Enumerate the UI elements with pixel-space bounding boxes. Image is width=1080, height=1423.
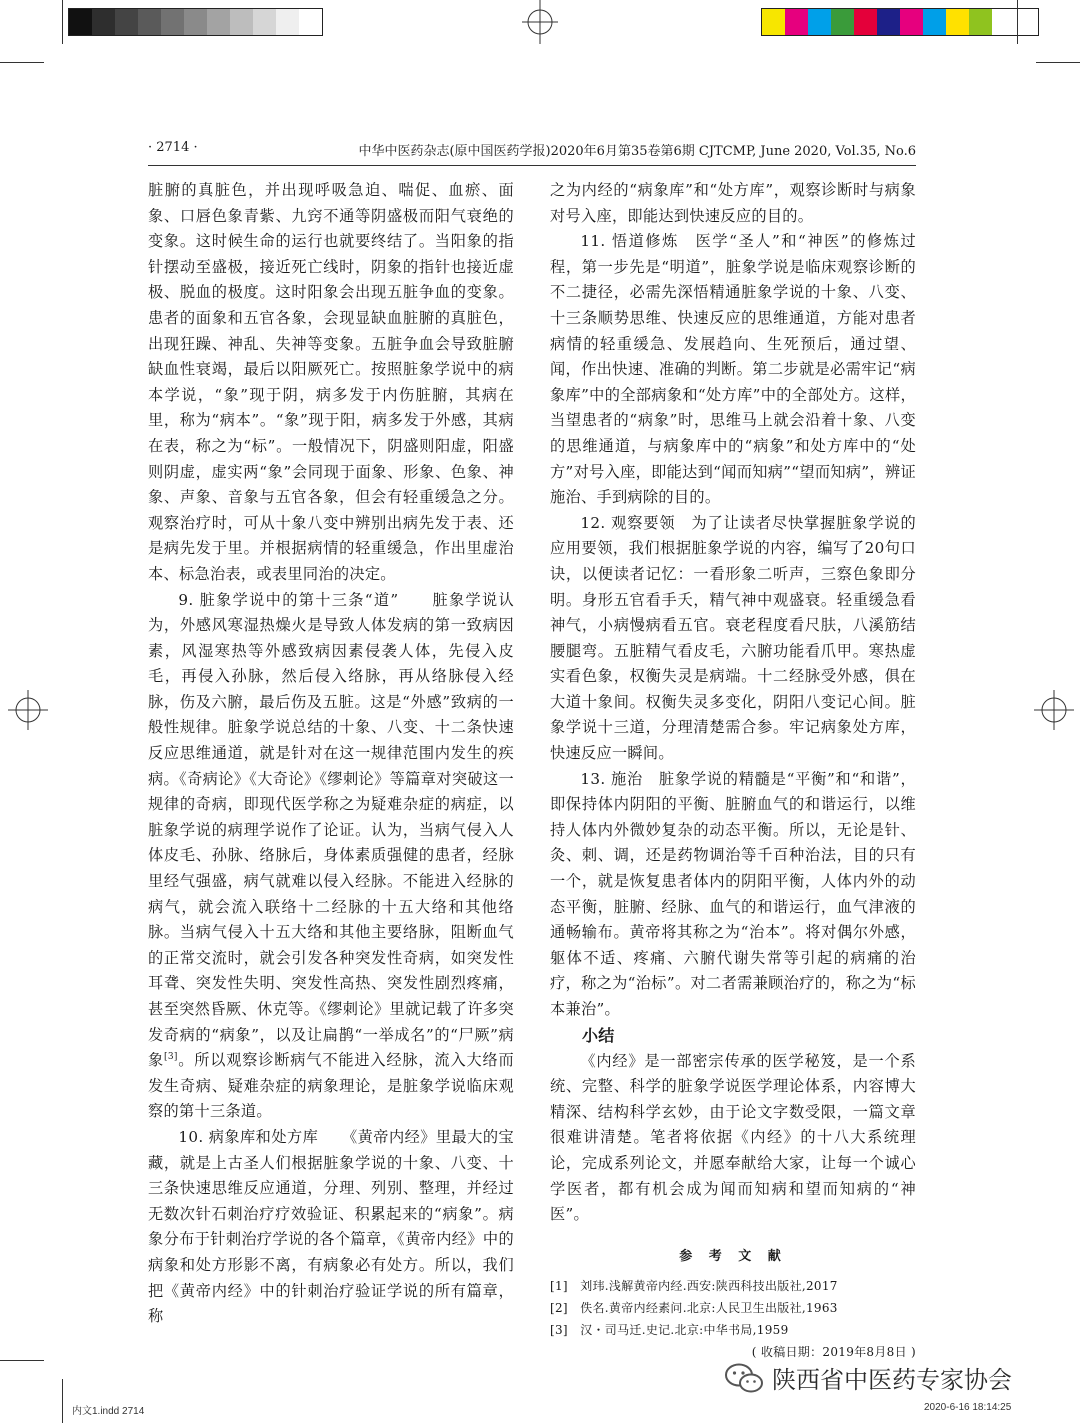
- color-swatch: [854, 9, 877, 35]
- crop-mark-icon: [62, 1379, 63, 1423]
- color-swatch: [808, 9, 831, 35]
- slug-timestamp: 2020-6-16 18:14:25: [924, 1402, 1012, 1413]
- registration-mark-top-icon: [522, 0, 558, 44]
- crop-mark-icon: [0, 62, 44, 63]
- paragraph-text: 9. 脏象学说中的第十三条“道” 脏象学说认为，外感风寒湿热燥火是导致人体发病的第一致病因素，风湿寒热等外感致病因素侵袭人体，先侵入皮毛，再侵入孙脉，然后侵入络脉，再从络脉侵入经脉，伤及六腑，最后伤及五脏。这是“外感”致病的一般性规律。脏象学说总结的十象、八变、十二条快速反应思维通道，就是针对在这一规律范围内发生的疾病。《奇病论》《大奇论》《缪刺论》等篇章对突破这一规律的奇病，即现代医学称之为疑难杂症的病症，以脏象学说的病理学说作了论证。认为，当病气侵入人体皮毛、孙脉、络脉后，身体素质强健的患者，经脉里经气强盛，病气就难以侵入经脉。不能进入经脉的病气，就会流入联络十二经脉的十五大络和其他络脉。当病气侵入十五大络和其他主要络脉，阻断血气的正常交流时，就会引发各种突发性奇病，如突发性耳聋、突发性失明、突发性高热、突发性剧烈疼痛，甚至突然昏厥、休克等。《缪刺论》里就记载了许多突发奇病的“病象”，以及让扁鹊“一举成名”的“尸厥”病象: [148, 590, 514, 1070]
- header-rule: [148, 165, 916, 166]
- running-header: [148, 140, 916, 160]
- crop-mark-icon: [1017, 0, 1018, 44]
- left-column: [148, 178, 514, 1330]
- section-11-paragraph: 11. 悟道修炼 医学“圣人”和“神医”的修炼过程，第一步先是“明道”，脏象学说是临床观察诊断的不二捷径，必需先深悟精通脏象学说的十象、八变、十三条顺势思维、快速反应的思维通道，方能对患者病情的轻重缓急、发展趋向、生死预后，通过望、闻，作出快速、准确的判断。第二步就是必需牢记“病象库”中的全部病象和“处方库”中的全部处方。这样，当望患者的“病象”时，思维马上就会沿着十象、八变的思维通道，与病象库中的“病象”和处方库中的“处方”对号入座，即能达到“闻而知病”“望而知病”，辨证施治、手到病除的目的。: [550, 232, 916, 507]
- reference-item: [2] 佚名.黄帝内经素问.北京:人民卫生出版社,1963: [550, 1301, 838, 1316]
- slug-filename: 内文1.indd 2714: [72, 1406, 145, 1417]
- summary-heading: 小结: [582, 1025, 615, 1045]
- reference-item: [1] 刘玮.浅解黄帝内经.西安:陕西科技出版社,2017: [550, 1279, 838, 1294]
- color-swatch: [877, 9, 900, 35]
- gray-swatch: [276, 9, 299, 35]
- crop-mark-icon: [1036, 62, 1080, 63]
- wechat-watermark: [724, 1360, 1012, 1395]
- paragraph-text: 。所以观察诊断病气不能进入经脉，流入大络而发生奇病、疑难杂症的病象理论，是脏象学说临床观察的第十三条道。: [148, 1051, 514, 1121]
- cmyk-color-bar: [761, 8, 1039, 36]
- color-swatch: [831, 9, 854, 35]
- color-swatch: [969, 9, 992, 35]
- gray-swatch: [92, 9, 115, 35]
- paragraph: 之为内经的“病象库”和“处方库”，观察诊断时与病象对号入座，即能达到快速反应的目的。: [550, 181, 916, 225]
- color-swatch: [762, 9, 785, 35]
- received-date: ( 收稿日期：2019年8月8日 ): [751, 1345, 916, 1360]
- color-swatch: [900, 9, 923, 35]
- summary-paragraph: 《内经》是一部密宗传承的医学秘笈，是一个系统、完整、科学的脏象学说医学理论体系，内容博大精深、结构科学玄妙，由于论文字数受限，一篇文章很难讲清楚。笔者将依据《内经》的十八大系统理论，完成系列论文，并愿奉献给大家，让每一个诚心学医者，都有机会成为闻而知病和望而知病的“神医”。: [550, 1051, 916, 1224]
- section-9-paragraph: [148, 588, 514, 1125]
- gray-swatch: [230, 9, 253, 35]
- crop-mark-icon: [62, 0, 63, 44]
- citation-ref: [3]: [164, 1052, 178, 1063]
- reference-item: [3] 汉・司马迁.史记.北京:中华书局,1959: [550, 1323, 789, 1338]
- journal-citation: 中华中医药杂志(原中国医药学报)2020年6月第35卷第6期 CJTCMP, June 2020, Vol.35, No.6: [358, 144, 916, 159]
- gray-swatch: [184, 9, 207, 35]
- watermark-text: 陕西省中医药专家协会: [772, 1366, 1012, 1394]
- gray-swatch: [253, 9, 276, 35]
- wechat-icon: [724, 1362, 764, 1394]
- color-swatch: [946, 9, 969, 35]
- section-10-paragraph: 10. 病象库和处方库 《黄帝内经》里最大的宝藏，就是上古圣人们根据脏象学说的十象、八变、十三条快速思维反应通道，分理、列别、整理，并经过无数次针石刺治疗疗效验证、积累起来的“病象”。病象分布于针刺治疗学说的各个篇章，《黄帝内经》中的病象和处方形影不离，有病象必有处方。所以，我们把《黄帝内经》中的针刺治疗验证学说的所有篇章，称: [148, 1127, 514, 1326]
- gray-swatch: [138, 9, 161, 35]
- color-swatch: [992, 9, 1015, 35]
- right-column: [550, 178, 916, 1363]
- color-swatch: [785, 9, 808, 35]
- paragraph: 脏腑的真脏色，并出现呼吸急迫、喘促、血瘀、面象、口唇色象青紫、九窍不通等阴盛极而阳气衰绝的变象。这时候生命的运行也就要终结了。当阳象的指针摆动至盛极，接近死亡线时，阴象的指针也接近虚极、脱血的极度。这时阳象会出现五脏争血的变象。患者的面象和五官各象，会现显缺血脏腑的真脏色，出现狂躁、神乱、失神等变象。五脏争血会导致脏腑缺血性衰竭，最后以阳厥死亡。按照脏象学说中的病本学说，“象”现于阴，病多发于内伤脏腑，其病在里，称为“病本”。“象”现于阳，病多发于外感，其病在表，称之为“标”。一般情况下，阴盛则阳虚，阳盛则阴虚，虚实两“象”会同现于面象、形象、色象、神象、声象、音象与五官各象，但会有轻重缓急之分。观察治疗时，可从十象八变中辨别出病先发于表、还是病先发于里。并根据病情的轻重缓急，作出里虚治本、标急治表，或表里同治的决定。: [148, 181, 514, 583]
- page-number: · 2714 ·: [148, 140, 198, 155]
- section-13-paragraph: 13. 施治 脏象学说的精髓是“平衡”和“和谐”，即保持体内阴阳的平衡、脏腑血气的和谐运行，以维持人体内外微妙复杂的动态平衡。所以，无论是针、灸、刺、调，还是药物调治等千百种治法，目的只有一个，就是恢复患者体内的阴阳平衡，人体内外的动态平衡，脏腑、经脉、血气的和谐运行，血气津液的通畅输布。黄帝将其称之为“治本”。将对偶尔外感，躯体不适、疼痛、六腑代谢失常等引起的病痛的治疗，称之为“治标”。对二者需兼顾治疗的，称之为“标本兼治”。: [550, 769, 916, 1018]
- gray-swatch: [69, 9, 92, 35]
- color-swatch: [1015, 9, 1038, 35]
- gray-swatch: [299, 9, 322, 35]
- section-12-paragraph: 12. 观察要领 为了让读者尽快掌握脏象学说的应用要领，我们根据脏象学说的内容，编写了20句口诀，以便读者记忆：一看形象二听声，三察色象即分明。身形五官看手夭，精气神中观盛衰。轻重缓急看神气，小病慢病看五官。衰老程度看尺肤，八溪筋结腰腿弯。五脏精气看皮毛，六腑功能看爪甲。寒热虚实看色象，权衡失灵是病端。十二经脉受外感，俱在大道十象间。权衡失灵多变化，阴阳八变记心间。脏象学说十三道，分理清楚需合参。牢记病象处方库，快速反应一瞬间。: [550, 513, 916, 763]
- registration-mark-left-icon: [8, 690, 48, 730]
- registration-mark-right-icon: [1034, 690, 1074, 730]
- references-heading: 参 考 文 献: [679, 1248, 787, 1264]
- gray-swatch: [161, 9, 184, 35]
- gray-swatch: [115, 9, 138, 35]
- grayscale-color-bar: [68, 8, 323, 36]
- crop-mark-icon: [0, 1360, 44, 1361]
- gray-swatch: [207, 9, 230, 35]
- color-swatch: [923, 9, 946, 35]
